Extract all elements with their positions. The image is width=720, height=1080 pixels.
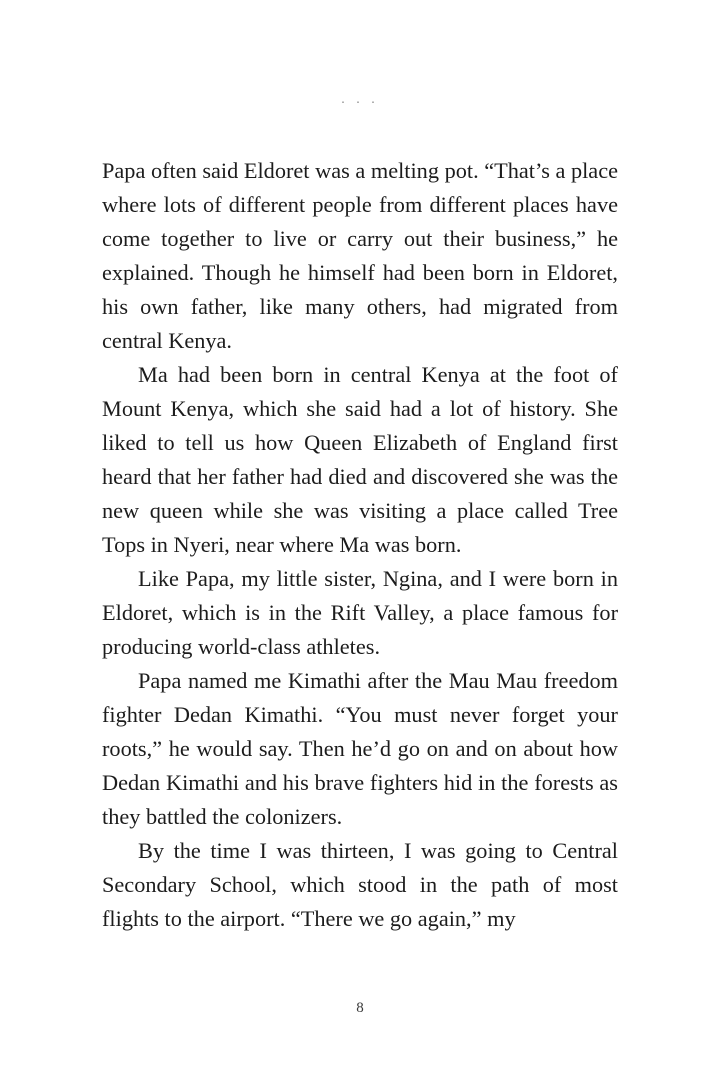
paragraph-1: Papa often said Eldoret was a melting pot. “That’s a place where lots of different people from different places have come together to live or carry out their business,” he explained. Though he himself had been born in Eldoret, his own father, like many others, had migrated from central Kenya. [102,158,618,353]
body-text [102,154,618,936]
paragraph-2: Ma had been born in central Kenya at the foot of Mount Kenya, which she said had a lot of history. She liked to tell us how Queen Elizabeth of England first heard that her father had died and discovered she was the new queen while she was visiting a place called Tree Tops in Nyeri, near where Ma was born. [102,362,618,557]
paragraph-3: Like Papa, my little sister, Ngina, and I were born in Eldoret, which is in the Rift Valley, a place famous for producing world-class athletes. [102,566,618,659]
section-break-ornament: . . . [341,92,379,107]
page-number: 8 [356,1000,364,1016]
paragraph-4: Papa named me Kimathi after the Mau Mau freedom fighter Dedan Kimathi. “You must never forget your roots,” he would say. Then he’d go on and on about how Dedan Kimathi and his brave fighters hid in the forests as they battled the colonizers. [102,668,618,829]
paragraph-5: By the time I was thirteen, I was going to Central Secondary School, which stood in the path of most flights to the airport. “There we go again,” my [102,838,618,931]
